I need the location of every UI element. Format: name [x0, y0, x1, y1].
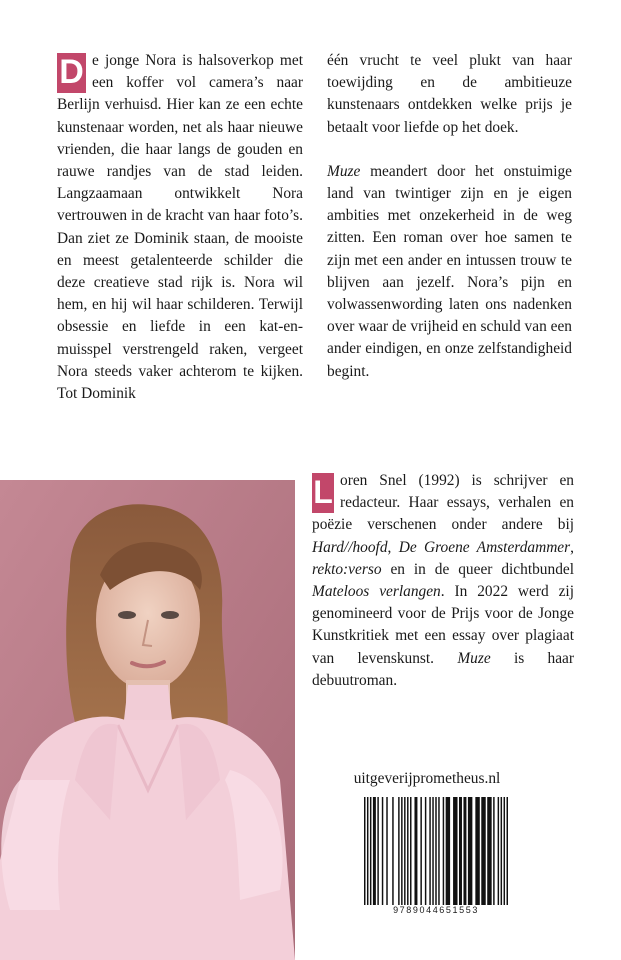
- dropcap-d: D: [57, 53, 86, 93]
- isbn-number: 9789044651553: [393, 905, 479, 915]
- barcode-bar: [487, 797, 491, 905]
- barcode-bar: [498, 797, 499, 905]
- barcode-bar: [504, 797, 505, 905]
- barcode-bar: [463, 797, 466, 905]
- isbn-barcode: [360, 797, 512, 921]
- publication-title: De Groene Amsterdammer: [398, 538, 571, 556]
- bio-text: ,: [570, 538, 574, 556]
- barcode-bar: [420, 797, 421, 905]
- barcode-bar: [401, 797, 402, 905]
- barcode-bar: [377, 797, 378, 905]
- barcode-bar: [382, 797, 383, 905]
- author-bio: [312, 470, 574, 692]
- blurb-right-column: [327, 50, 572, 383]
- dropcap-l: L: [312, 473, 334, 513]
- barcode-bar: [386, 797, 387, 905]
- barcode-bar: [404, 797, 405, 905]
- publication-title: rekto:verso: [312, 560, 382, 578]
- barcode-bar: [453, 797, 457, 905]
- barcode-bar: [373, 797, 376, 905]
- barcode-bar: [370, 797, 371, 905]
- book-title: Muze: [457, 649, 491, 667]
- barcode-bar: [493, 797, 494, 905]
- barcode-bar: [446, 797, 450, 905]
- blurb-left-column: [57, 50, 303, 405]
- barcode-bar: [407, 797, 408, 905]
- barcode-bar: [414, 797, 417, 905]
- bio-text: . In 2022 werd zij genomineerd voor de Prijs voor de Jonge Kunstkritiek met een essay over plagiaat van levenskunst.: [312, 583, 574, 667]
- barcode-bar: [468, 797, 472, 905]
- barcode-bar: [429, 797, 430, 905]
- barcode-bar: [459, 797, 462, 905]
- bio-text: is haar debuutroman.: [312, 649, 574, 689]
- bio-paragraph: [312, 470, 574, 692]
- barcode-bar: [481, 797, 485, 905]
- barcode-bar: [432, 797, 433, 905]
- publication-title: Mateloos verlangen: [312, 583, 441, 601]
- book-title: Muze: [327, 162, 361, 180]
- barcode-bar: [507, 797, 508, 905]
- barcode-bar: [410, 797, 411, 905]
- publication-title: Hard//hoofd: [312, 538, 388, 556]
- author-photo: [0, 480, 295, 960]
- bio-text: ,: [387, 538, 399, 556]
- blurb-summary: [327, 161, 572, 383]
- barcode-bar: [501, 797, 502, 905]
- publisher-website: uitgeverijprometheus.nl: [353, 770, 501, 787]
- blurb-summary-text: meandert door het onstuimige land van twintiger zijn en je eigen ambities met onzekerheid in de weg zitten. Een roman over hoe samen te zijn met een ander en intussen trouw te blijven aan jezelf. Nora’s pijn en volwassenwording laten ons nadenken over waar de vrijheid en schuld van een ander eindigen, en onze zelfstandigheid begint.: [327, 162, 572, 380]
- bio-text: oren Snel (1992) is schrijver en redacteur. Haar essays, verhalen en poëzie verschenen onder andere bij: [312, 472, 574, 534]
- barcode-bar: [438, 797, 439, 905]
- barcode-bar: [475, 797, 479, 905]
- barcode-bar: [367, 797, 368, 905]
- blurb-left-text: e jonge Nora is halsoverkop met een koffer vol camera’s naar Berlijn verhuisd. Hier kan ze een echte kunstenaar worden, net als haar nieuwe vrienden, die haar langs de gouden en rauwe randjes van de stad leiden. Langzaamaan ontwikkelt Nora vertrouwen in de kracht van haar foto’s. Dan ziet ze Dominik staan, de mooiste en meest getalenteerde schilder die deze creatieve stad rijk is. Nora wil hem, en hij wil haar schilderen. Terwijl obsessie en liefde in een kat-en-muisspel verstrengeld raken, vergeet Nora steeds vaker achterom te kijken. Tot Dominik: [57, 52, 303, 403]
- barcode-bar: [398, 797, 399, 905]
- barcode-bar: [392, 797, 393, 905]
- barcode-bar: [364, 797, 365, 905]
- barcode-bar: [435, 797, 436, 905]
- blurb-continuation: één vrucht te veel plukt van haar toewijding en de ambitieuze kunstenaars ontdekken welke prijs je betaalt voor liefde op het doek.: [327, 52, 572, 136]
- barcode-bar: [425, 797, 426, 905]
- blurb-paragraph: [57, 50, 303, 405]
- bio-text: en in de queer dichtbundel: [381, 560, 574, 578]
- barcode-bars: [360, 797, 512, 907]
- barcode-bar: [443, 797, 444, 905]
